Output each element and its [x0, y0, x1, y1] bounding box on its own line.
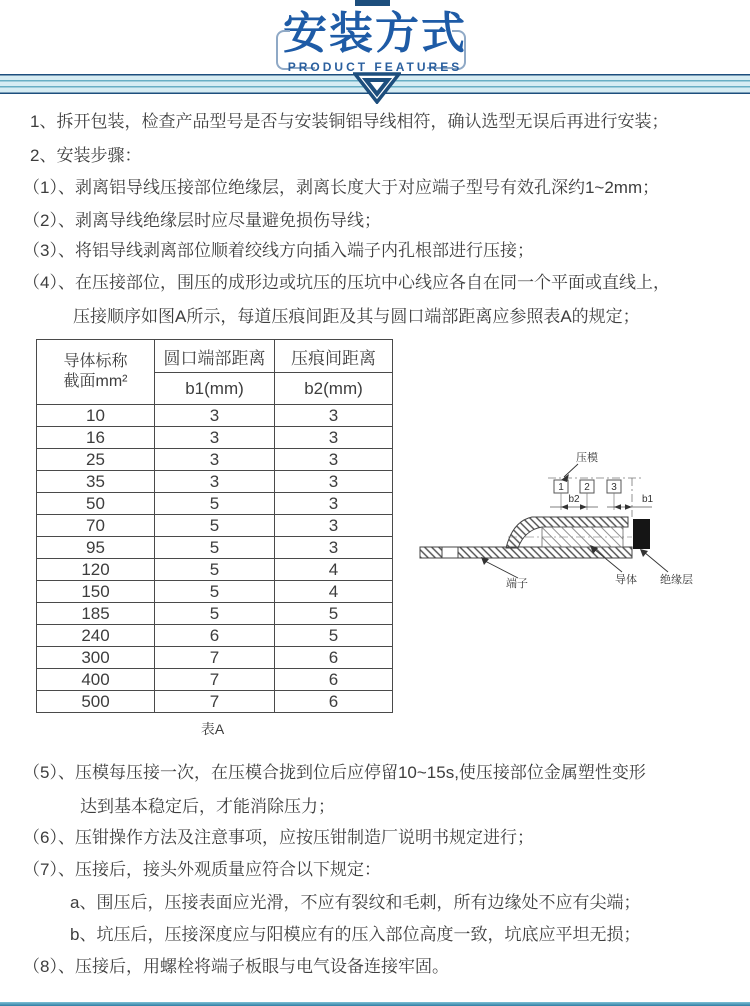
table-cell: 5: [155, 515, 275, 537]
table-row: [37, 603, 393, 625]
table-cell: 3: [275, 515, 393, 537]
table-cell: 5: [155, 581, 275, 603]
table-cell: 185: [37, 603, 155, 625]
insulation-label-group: [640, 549, 693, 586]
instruction-step-7b: b、坑压后，压接深度应与阳模应有的压入部位高度一致，坑底应平坦无损；: [70, 925, 641, 944]
die-label: 压模: [576, 452, 598, 464]
insulation-label: 绝缘层: [660, 574, 693, 586]
table-row: [37, 405, 393, 427]
table-col1-header-line1: 导体标称: [63, 353, 128, 370]
instruction-step-7: （7）、压接后，接头外观质量应符合以下规定：: [23, 860, 381, 879]
table-row: [37, 493, 393, 515]
down-triangle-icon: [353, 72, 401, 104]
table-cell: 5: [155, 603, 275, 625]
table-cell: 3: [155, 427, 275, 449]
table-col3-header: 压痕间距离: [275, 340, 393, 373]
insulation-block: [633, 519, 650, 549]
table-col3-subheader: b2(mm): [275, 373, 393, 405]
table-cell: 10: [37, 405, 155, 427]
instruction-step-4-line-2: 压接顺序如图A所示，每道压痕间距及其与圆口端部距离应参照表A的规定；: [73, 307, 640, 326]
instruction-step-6: （6）、压钳操作方法及注意事项，应按压钳制造厂说明书规定进行；: [23, 828, 534, 847]
table-row: [37, 515, 393, 537]
instruction-step-2: （2）、剥离导线绝缘层时应尽量避免损伤导线；: [23, 211, 381, 230]
instruction-step-3: （3）、将铝导线剥离部位顺着绞线方向插入端子内孔根部进行压接；: [23, 241, 534, 260]
table-row: [37, 647, 393, 669]
table-cell: 35: [37, 471, 155, 493]
table-cell: 6: [275, 691, 393, 713]
page-title: 安装方式: [283, 9, 467, 58]
terminal-label: 端子: [506, 578, 528, 590]
instruction-item-1: 1、拆开包装，检查产品型号是否与安装铜铝导线相符，确认选型无误后再进行安装；: [30, 112, 669, 131]
table-cell: 3: [275, 405, 393, 427]
instruction-step-8: （8）、压接后，用螺栓将端子板眼与电气设备连接牢固。: [23, 957, 449, 976]
table-cell: 3: [275, 449, 393, 471]
table-cell: 150: [37, 581, 155, 603]
table-cell: 7: [155, 669, 275, 691]
table-cell: 6: [275, 647, 393, 669]
table-cell: 3: [155, 405, 275, 427]
conductor-region: [542, 527, 623, 547]
table-cell: 3: [275, 427, 393, 449]
crimp-diagram: [410, 430, 745, 610]
table-cell: 3: [155, 449, 275, 471]
table-cell: 70: [37, 515, 155, 537]
page-subtitle: PRODUCT FEATURES: [287, 60, 463, 74]
table-cell: 16: [37, 427, 155, 449]
table-row: [37, 691, 393, 713]
terminal-label-group: [481, 557, 528, 590]
dimension-b2: [550, 494, 598, 510]
table-cell: 5: [275, 625, 393, 647]
die-box-3-label: 3: [611, 482, 617, 493]
table-col2-header: 圆口端部距离: [155, 340, 275, 373]
table-cell: 3: [275, 493, 393, 515]
table-cell: 50: [37, 493, 155, 515]
table-cell: 300: [37, 647, 155, 669]
table-cell: 5: [155, 493, 275, 515]
dim-b1-label: b1: [642, 494, 654, 505]
table-col1-header-line2: 截面mm²: [63, 373, 128, 390]
table-cell: 95: [37, 537, 155, 559]
table-caption: 表A: [200, 721, 225, 737]
conductor-label: 导体: [615, 574, 637, 586]
table-cell: 120: [37, 559, 155, 581]
table-cell: 4: [275, 581, 393, 603]
die-boxes: [554, 480, 621, 510]
instruction-step-7a: a、围压后，压接表面应光滑，不应有裂纹和毛刺，所有边缘处不应有尖端；: [70, 893, 641, 912]
instruction-step-5-line-2: 达到基本稳定后，才能消除压力；: [80, 797, 335, 816]
instruction-step-5-line-1: （5）、压模每压接一次，在压模合拢到位后应停留10~15s,使压接部位金属塑性变形: [23, 763, 646, 782]
table-col2-subheader: b1(mm): [155, 373, 275, 405]
terminal-bolt-hole: [442, 547, 458, 558]
table-row: [37, 471, 393, 493]
table-cell: 240: [37, 625, 155, 647]
table-a-header: [37, 340, 393, 405]
bottom-divider-bar: [0, 1002, 750, 1006]
table-cell: 5: [155, 559, 275, 581]
table-cell: 5: [155, 537, 275, 559]
instruction-item-2: 2、安装步骤：: [30, 146, 142, 165]
table-cell: 6: [155, 625, 275, 647]
table-cell: 3: [155, 471, 275, 493]
table-cell: 3: [275, 537, 393, 559]
table-a: [36, 339, 393, 713]
table-row: [37, 581, 393, 603]
table-row: [37, 427, 393, 449]
dim-b2-label: b2: [568, 494, 580, 505]
table-cell: 6: [275, 669, 393, 691]
table-cell: 3: [275, 471, 393, 493]
die-box-2-label: 2: [584, 482, 590, 493]
die-box-1-label: 1: [558, 482, 564, 493]
table-cell: 4: [275, 559, 393, 581]
instruction-step-1: （1）、剥离铝导线压接部位绝缘层，剥离长度大于对应端子型号有效孔深约1~2mm；: [23, 178, 660, 197]
table-cell: 7: [155, 647, 275, 669]
table-col1-header: [37, 340, 155, 405]
table-row: [37, 669, 393, 691]
table-cell: 7: [155, 691, 275, 713]
table-row: [37, 537, 393, 559]
table-cell: 25: [37, 449, 155, 471]
table-cell: 5: [275, 603, 393, 625]
table-cell: 400: [37, 669, 155, 691]
header-top-rect: [355, 0, 390, 6]
table-row: [37, 625, 393, 647]
table-cell: 500: [37, 691, 155, 713]
table-row: [37, 449, 393, 471]
table-body: [37, 405, 393, 713]
instruction-step-4-line-1: （4）、在压接部位，围压的成形边或坑压的压坑中心线应各自在同一个平面或直线上，: [23, 273, 670, 292]
table-row: [37, 559, 393, 581]
